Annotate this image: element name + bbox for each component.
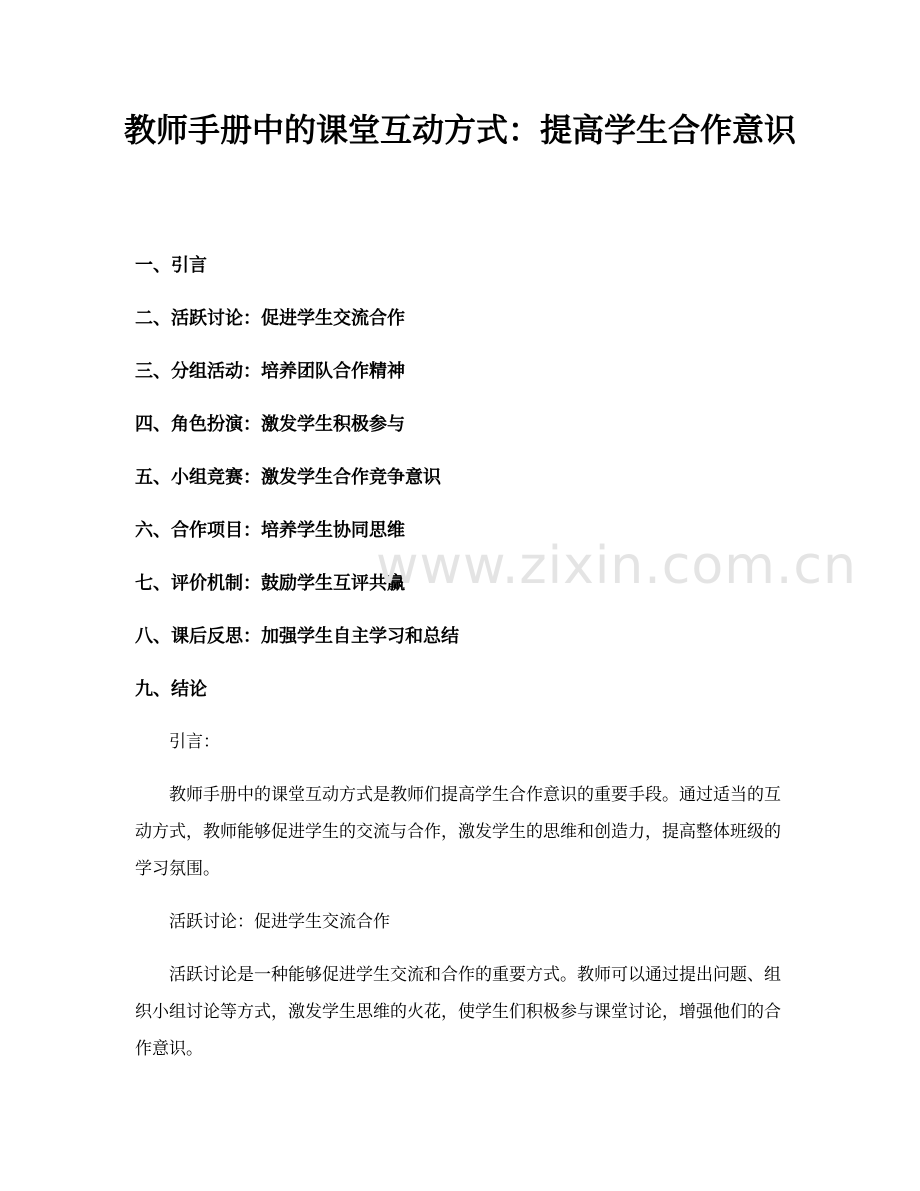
toc-item: 八、课后反思：加强学生自主学习和总结 bbox=[135, 626, 459, 647]
toc-item: 六、合作项目：培养学生协同思维 bbox=[135, 520, 405, 541]
toc-item: 四、角色扮演：激发学生积极参与 bbox=[135, 414, 405, 435]
toc-item: 五、小组竞赛：激发学生合作竞争意识 bbox=[135, 467, 441, 488]
watermark: www.zixin.com.cn bbox=[376, 536, 857, 596]
document-body bbox=[135, 724, 785, 1084]
body-paragraph: 教师手册中的课堂互动方式是教师们提高学生合作意识的重要手段。通过适当的互动方式，教师能够促进学生的交流与合作，激发学生的思维和创造力，提高整体班级的学习氛围。 bbox=[135, 785, 781, 879]
section-heading-intro: 引言： bbox=[169, 732, 220, 752]
toc-item: 一、引言 bbox=[135, 255, 207, 276]
toc-item: 三、分组活动：培养团队合作精神 bbox=[135, 361, 405, 382]
toc-item: 七、评价机制：鼓励学生互评共赢 bbox=[135, 573, 405, 594]
document-title: 教师手册中的课堂互动方式：提高学生合作意识 bbox=[123, 111, 796, 149]
toc-item: 二、活跃讨论：促进学生交流合作 bbox=[135, 308, 405, 329]
section-heading-discussion: 活跃讨论：促进学生交流合作 bbox=[169, 912, 390, 932]
body-paragraph: 活跃讨论是一种能够促进学生交流和合作的重要方式。教师可以通过提出问题、组织小组讨论等方式，激发学生思维的火花，使学生们积极参与课堂讨论，增强他们的合作意识。 bbox=[135, 965, 781, 1059]
toc-item: 九、结论 bbox=[135, 679, 207, 700]
table-of-contents bbox=[135, 248, 459, 725]
